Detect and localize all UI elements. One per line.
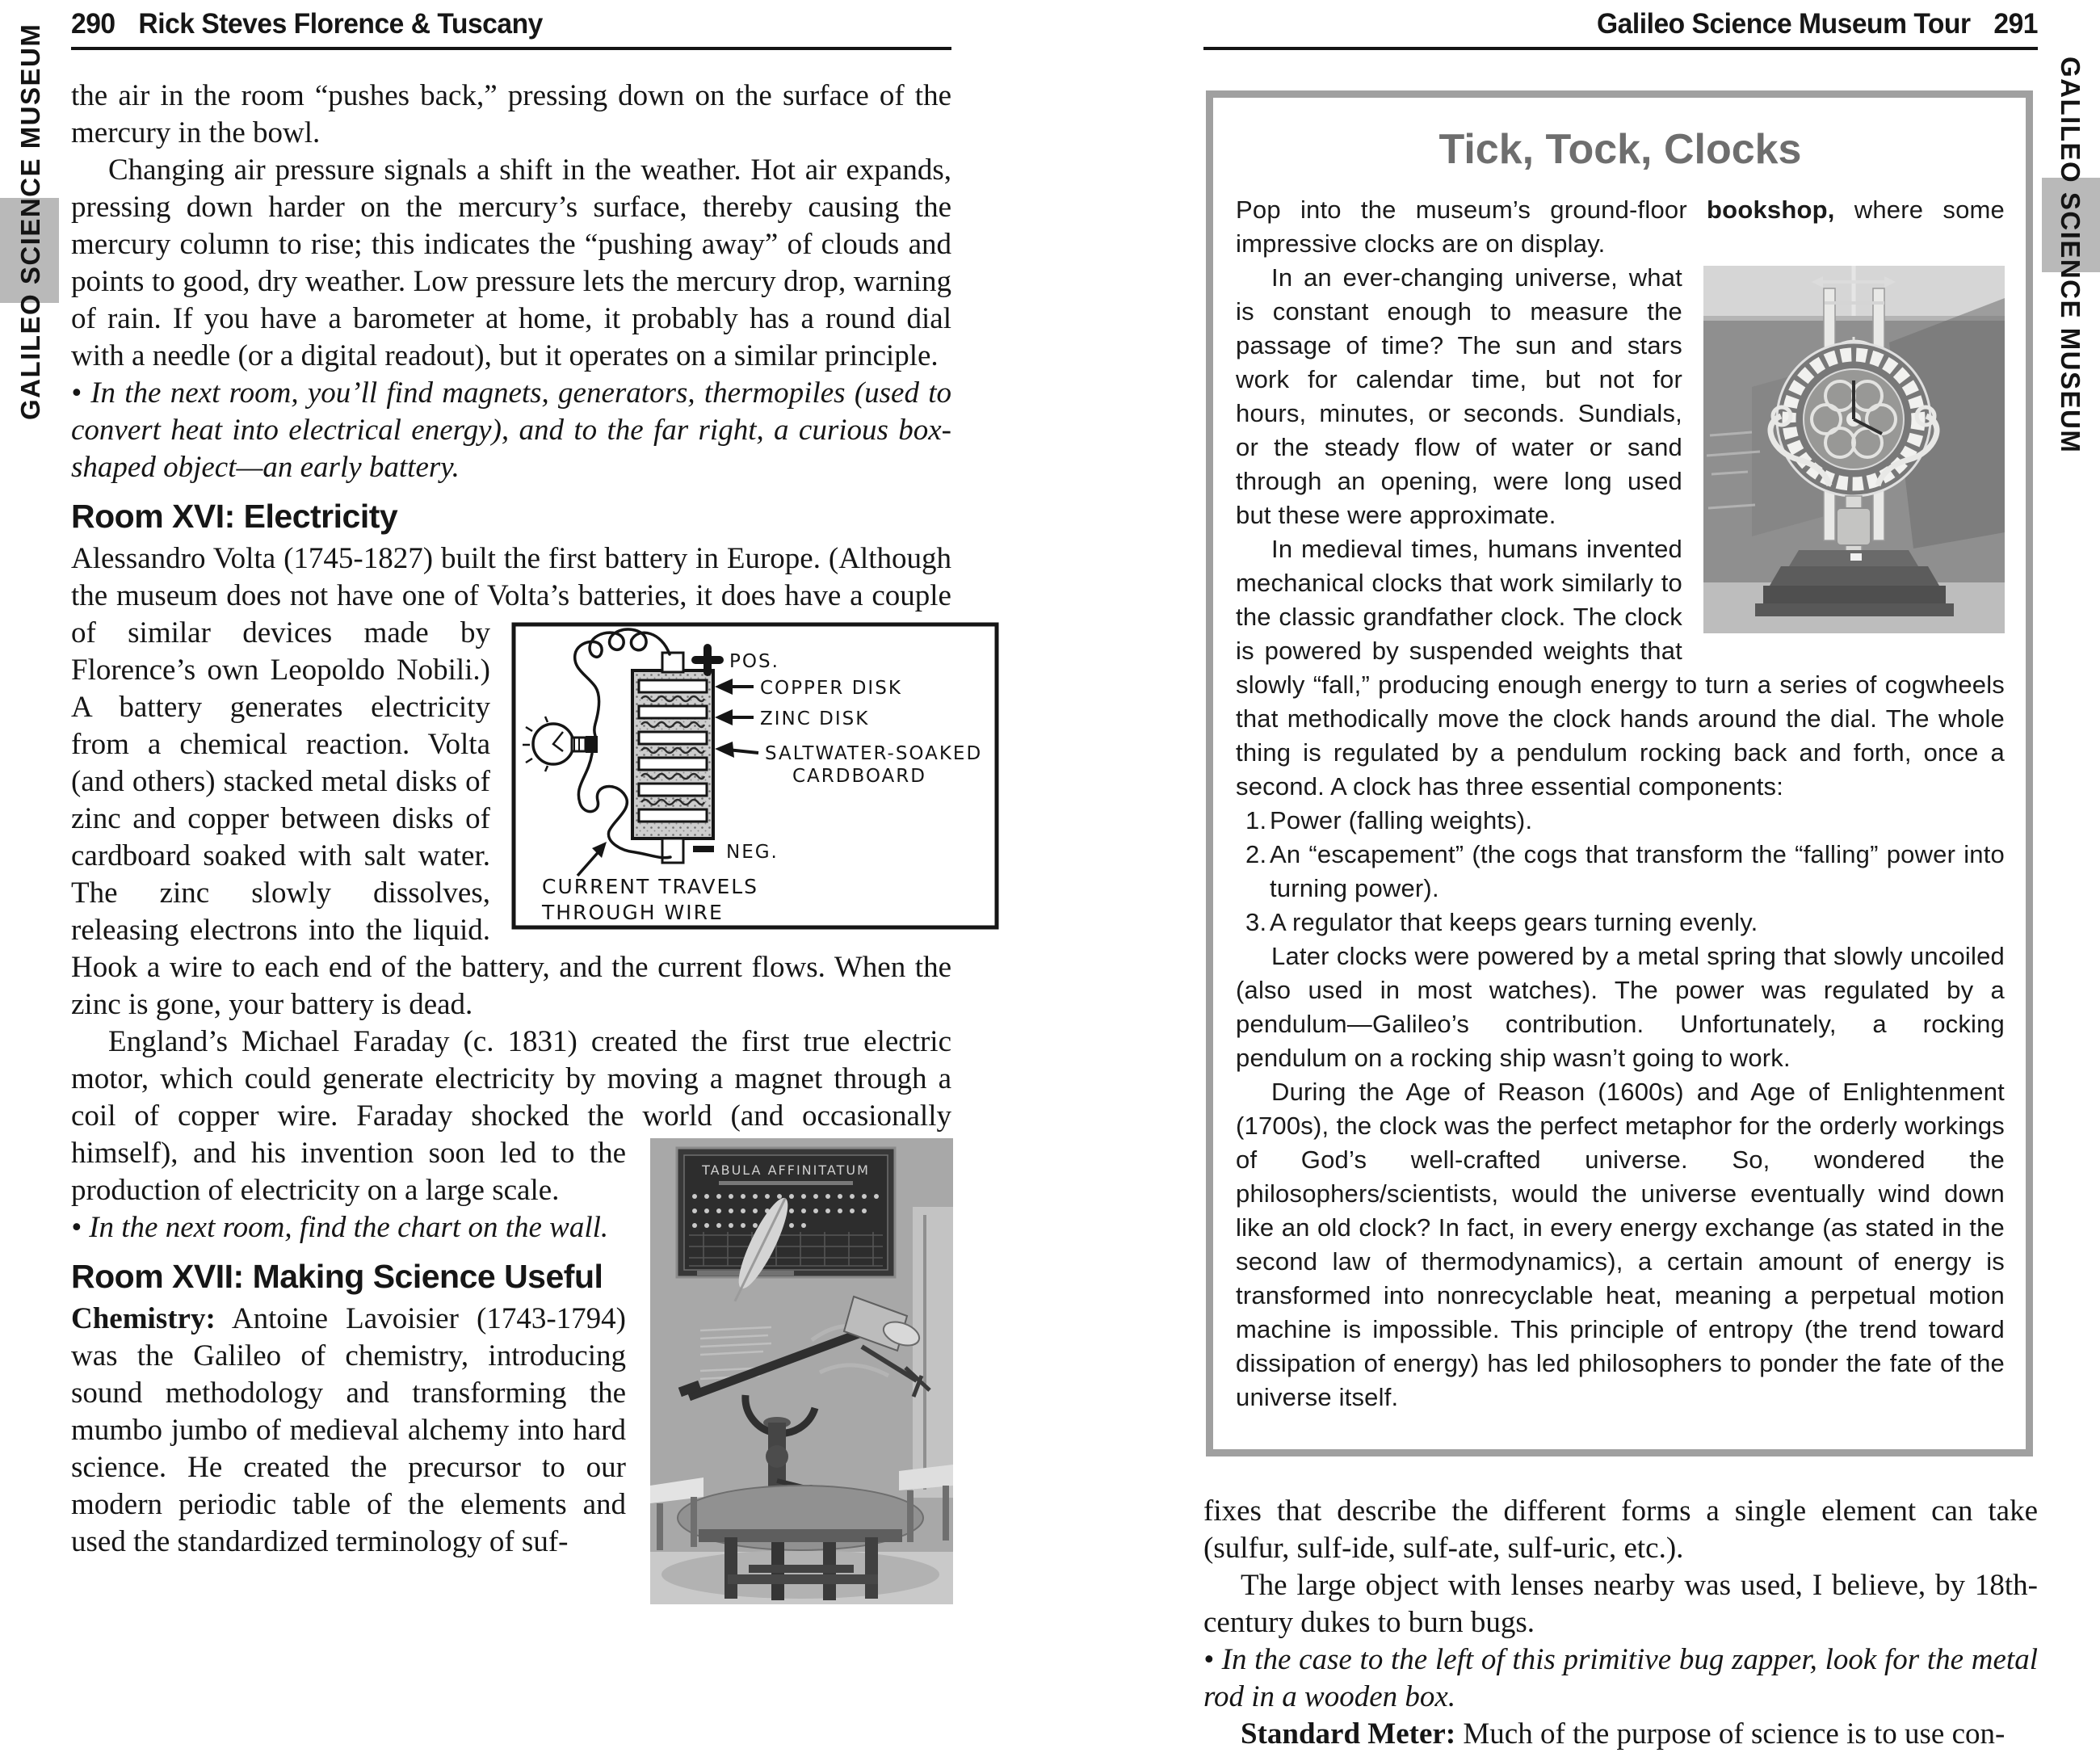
bookshop-bold: bookshop,: [1707, 195, 1835, 224]
instrument-photo: [650, 1138, 953, 1604]
bookshop-text-b: where some impressive clocks are on display.: [1236, 195, 2005, 258]
list-text: An “escapement” (the cogs that transform the “falling” power into turning power).: [1270, 840, 2005, 902]
room-xvii-heading: Room XVII: Making Science Useful: [71, 1258, 603, 1295]
list-number: 3.: [1245, 908, 1267, 936]
battery-diagram-art: [511, 622, 999, 930]
left-section-tab: GALILEO SCIENCE MUSEUM: [15, 23, 45, 420]
body-paragraph: the air in the room “pushes back,” pressing down on the surface of the mercury in the bowl.: [71, 79, 951, 149]
body-paragraph: [1203, 1716, 2038, 1753]
pos-label: POS.: [729, 651, 779, 672]
guide-note: • In the case to the left of this primitive bug zapper, look for the metal rod in a wooden box.: [1203, 1643, 2038, 1713]
current-label-line2: THROUGH WIRE: [542, 901, 724, 924]
volta-text-a: Alessandro Volta (1745-1827) built the first battery in Europe. (Although the museum does not have one of Volta’s batteries, it does: [71, 542, 951, 612]
instrument-photo-art: [650, 1138, 953, 1604]
list-number: 1.: [1245, 806, 1267, 834]
sidebar-paragraph: [1236, 193, 2005, 261]
standard-meter-lead-in: Standard Meter:: [1241, 1717, 1456, 1751]
body-paragraph: [71, 1024, 951, 1209]
saltwater-label-line1: SALTWATER-SOAKED: [765, 743, 983, 764]
body-paragraph: fixes that describe the different forms a single element can take (sulfur, sulf-ide, sulf-ate, sulf-uric, etc.).: [1203, 1494, 2038, 1565]
right-running-head: [1237, 8, 2038, 40]
sidebar-paragraph: During the Age of Reason (1600s) and Age of Enlightenment (1700s), the clock was the perfect metaphor for the orderly workings of God’s well-crafted universe. So, wondered the philosophers/scientists, would the universe eventually wind down like an old clock? In fact, in every energy exchange (as stated in the second law of thermodynamics), a certain amount of energy is transformed into nonrecyclable heat, meaning a perpetual motion machine is impossible. This principle of entropy (the trend toward dissipation of energy) has led philosophers to ponder the fate of the universe itself.: [1236, 1078, 2005, 1411]
list-text: Power (falling weights).: [1270, 806, 1533, 834]
clock-component-item: [1236, 906, 2005, 939]
tick-tock-clocks-sidebar: [1206, 90, 2033, 1456]
left-page-number: 290: [71, 8, 116, 40]
standard-meter-text: Much of the purpose of science is to use con-: [1455, 1717, 2006, 1751]
left-running-head: [71, 8, 543, 40]
right-head-rule: [1203, 47, 2038, 50]
right-page-column: [1203, 1493, 2038, 1753]
current-label-line1: CURRENT TRAVELS: [542, 875, 759, 898]
list-number: 2.: [1245, 840, 1267, 868]
faraday-text-b: led to the production of electricity on a large scale.: [71, 1137, 626, 1207]
faraday-text-a: England’s Michael Faraday (c. 1831) created the first true electric motor, which could generate electricity by moving a magnet through a coil of copper wire. Faraday shocked the world (and occasionally himself), and his invention soon: [71, 1025, 951, 1170]
minus-icon: [693, 846, 714, 852]
right-page-number: 291: [1993, 8, 2038, 40]
copper-disk-label: COPPER DISK: [760, 678, 902, 699]
chart-title: TABULA AFFINITATUM: [702, 1162, 870, 1178]
guide-note: • In the next room, find the chart on the wall.: [71, 1211, 609, 1244]
battery-diagram: [511, 622, 999, 930]
clock-component-item: [1236, 838, 2005, 906]
sidebar-body: [1236, 193, 2005, 1414]
zinc-disk-label: ZINC DISK: [760, 708, 870, 729]
saltwater-label-line2: CARDBOARD: [792, 766, 926, 787]
body-paragraph: Changing air pressure signals a shift in the weather. Hot air expands, pressing down harder on the mercury’s surface, thereby causing the mercury column to rise; this indicates the “pushing away” of clouds and points to good, dry weather. Low pressure lets the mercury drop, warning of rain. If you have a barometer at home, it probably has a round dial with a needle (or a digital readout), but it operates on a similar principle.: [71, 153, 951, 372]
chemistry-text: Antoine Lavoisier (1743-1794) was the Galileo of chemistry, introducing sound methodology and transforming the mumbo jumbo of medieval alchemy into hard science. He created the precursor to our modern periodic table of the elements and used the standardized terminology of suf-: [71, 1302, 626, 1558]
left-head-rule: [71, 47, 951, 50]
neg-label: NEG.: [726, 842, 779, 863]
list-text: A regulator that keeps gears turning evenly.: [1270, 908, 1758, 936]
sidebar-paragraph: [1236, 261, 2005, 532]
clock-component-item: [1236, 804, 2005, 838]
right-head-title: Galileo Science Museum Tour: [1597, 8, 1971, 40]
clock-photo: [1703, 266, 2005, 633]
sidebar-paragraph: Later clocks were powered by a metal spring that slowly uncoiled (also used in most watches). The power was regulated by a pendulum—Galileo’s contribution. Unfortunately, a rocking pendulum on a rocking ship wasn’t going to work.: [1236, 942, 2005, 1072]
left-page-column: [71, 78, 983, 1604]
clock-photo-art: [1703, 266, 2005, 633]
sidebar-title: Tick, Tock, Clocks: [1438, 126, 1802, 173]
bookshop-text-a: Pop into the museum’s ground-floor: [1236, 195, 1707, 224]
sidebar-paragraph: In medieval times, humans invented mechanical clocks that work similarly to the classic grandfather clock. The clock is powered by suspended weights that slowly “fall,” producing enough energy to turn a series of cogwheels that methodically move the clock hands around the dial. The whole thing is regulated by a pendulum rocking back and forth, once a second. A clock has three essential components:: [1236, 535, 2005, 801]
guide-note: • In the next room, you’ll find magnets, generators, thermopiles (used to convert heat into electrical energy), and to the far right, a curious box-shaped object—an early battery.: [71, 376, 951, 484]
right-section-tab: GALILEO SCIENCE MUSEUM: [2056, 57, 2085, 454]
left-head-title: Rick Steves Florence & Tuscany: [138, 8, 543, 40]
room-xvi-heading: Room XVI: Electricity: [71, 498, 398, 535]
body-paragraph: The large object with lenses nearby was used, I believe, by 18th-century dukes to burn bugs.: [1203, 1569, 2038, 1639]
universe-text: In an ever-changing universe, what is constant enough to measure the passage of time? The sun and stars work for calendar time, but not for hours, minutes, or seconds. Sundials, or the steady flow of water or sand through an opening, were long used but these were approximate.: [1236, 263, 1682, 529]
chemistry-lead-in: Chemistry:: [71, 1302, 216, 1335]
body-paragraph: [71, 540, 983, 1024]
volta-text-b: have a couple of similar devices made by Florence’s own Leopoldo Nobili.) A battery generates electricity from a chemical reaction. Volta (and others) stacked metal disks of zinc and copper between disks of cardboard soaked with salt water. The zinc slowly dissolves, releasing electrons into the liquid. Hook a wire to each end of the battery, and the current flows. When the zinc is gone, your battery is dead.: [71, 579, 951, 1021]
